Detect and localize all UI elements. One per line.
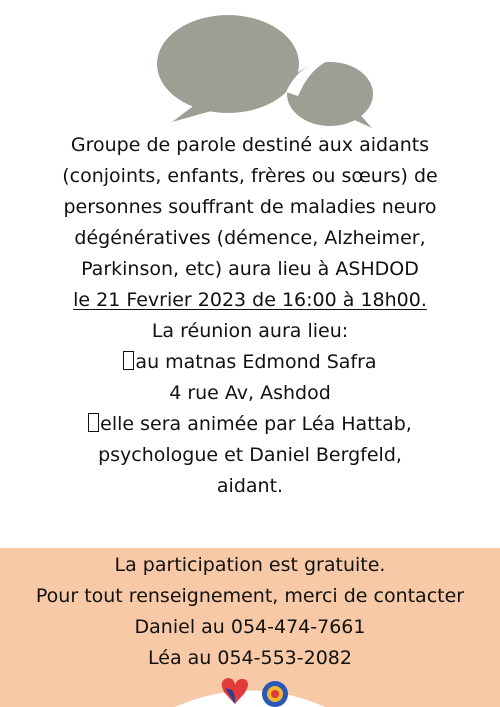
footer-line-1: La participation est gratuite. [114, 554, 386, 576]
address-line: 4 rue Av, Ashdod [169, 382, 331, 404]
venue-line [0, 347, 500, 378]
intro-line-4: dégénératives (démence, Alzheimer, [74, 227, 426, 249]
checkbox-glyph-icon [123, 351, 134, 370]
host-line-3: aidant. [216, 475, 284, 497]
intro-line-5: Parkinson, etc) aura lieu à ASHDOD [81, 258, 419, 280]
host-line-1 [0, 409, 500, 440]
large-speech-bubble [157, 15, 299, 113]
logos-area [0, 548, 500, 707]
footer-line-4: Léa au 054-553-2082 [148, 647, 352, 669]
intro-line-2: (conjoints, enfants, frères ou sœurs) de [62, 165, 438, 187]
footer-panel [0, 548, 500, 707]
venue-text: au matnas Edmond Safra [135, 351, 377, 373]
intro-line-3: personnes souffrant de maladies neuro [63, 196, 437, 218]
footer-line-3: Daniel au 054-474-7661 [134, 616, 366, 638]
intro-line-1: Groupe de parole destiné aux aidants [70, 134, 430, 156]
announcement-text [0, 130, 500, 502]
host-line-2: psychologue et Daniel Bergfeld, [98, 444, 402, 466]
circle-logo-icon [262, 681, 288, 707]
date-line: le 21 Fevrier 2023 de 16:00 à 18h00. [73, 289, 427, 311]
reunion-title: La réunion aura lieu: [151, 320, 349, 342]
footer-line-2: Pour tout renseignement, merci de contacter [35, 585, 465, 607]
host-text: elle sera animée par Léa Hattab, [100, 413, 412, 435]
speech-bubbles-icon [0, 0, 500, 130]
checkbox-glyph-icon [88, 413, 99, 432]
